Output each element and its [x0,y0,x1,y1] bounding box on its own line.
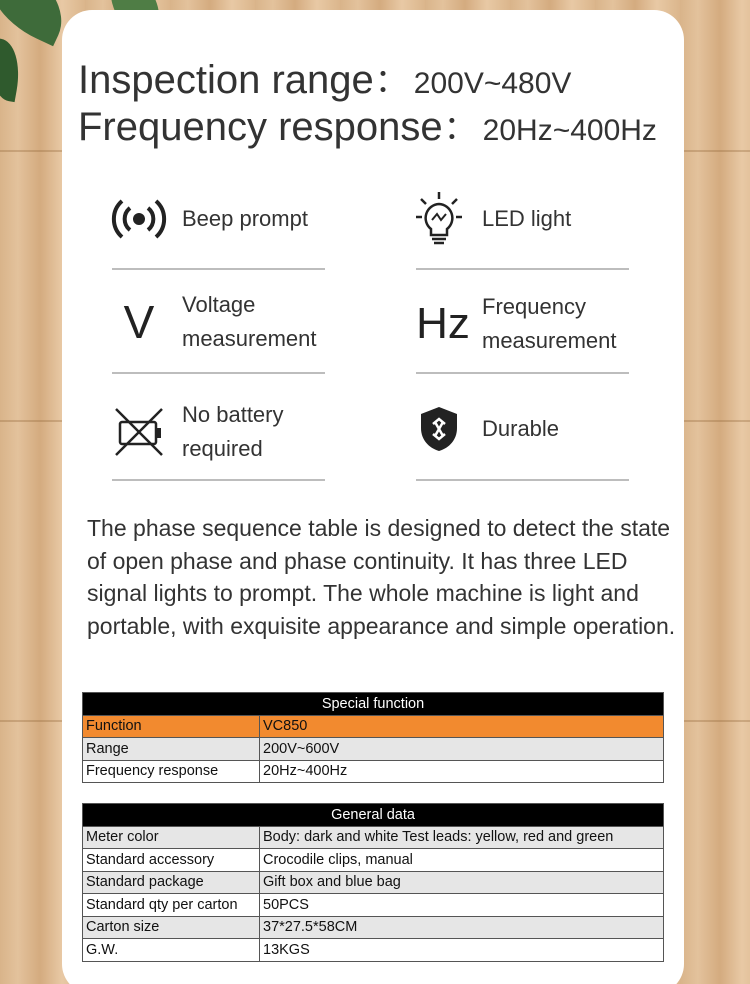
table-key: Frequency response [83,760,260,783]
table-row [83,715,664,738]
feature-beep-prompt [110,190,308,248]
table-value: Gift box and blue bag [260,871,664,894]
frequency-response-line [78,95,657,152]
table-header-row [83,804,664,827]
no-battery-icon [110,403,168,461]
table-row [83,826,664,849]
inspection-range-value: 200V~480V [413,67,572,100]
feature-label: Durable [482,416,560,441]
leaf-decoration [0,38,25,102]
beep-signal-icon [110,190,168,248]
table-header-row [83,693,664,716]
table-value: 200V~600V [260,738,664,761]
feature-led-light [410,190,571,248]
divider [416,268,629,270]
frequency-response-value: 20Hz~400Hz [482,114,657,147]
table-value: 13KGS [260,939,664,962]
light-bulb-icon [410,190,468,248]
table-row [83,760,664,783]
divider [112,479,325,481]
table-key: G.W. [83,939,260,962]
general-data-table [82,803,664,962]
special-function-table [82,692,664,783]
table-row [83,738,664,761]
feature-frequency-measurement [410,290,652,358]
frequency-hz-glyph: Hz [416,299,470,348]
divider [112,268,325,270]
table-key: Carton size [83,916,260,939]
table-key: Standard package [83,871,260,894]
product-description: The phase sequence table is designed to detect the state of open phase and phase continuity. It has three LED signal lights to prompt. The whole machine is light and portable, with exquisite appearance and simple operation. [87,515,676,639]
table-value: 37*27.5*58CM [260,916,664,939]
shield-icon [410,400,468,458]
table-key: Standard qty per carton [83,894,260,917]
frequency-hz-icon [410,295,476,353]
divider [112,372,325,374]
table-title: Special function [83,693,664,716]
table-value: 20Hz~400Hz [260,760,664,783]
feature-durable [410,400,559,458]
divider [416,372,629,374]
table-value: Body: dark and white Test leads: yellow, red and green [260,826,664,849]
divider [416,479,629,481]
table-row [83,894,664,917]
table-row [83,871,664,894]
frequency-response-label: Frequency response： [78,105,483,149]
feature-label: Voltage measurement [182,292,317,351]
table-row [83,939,664,962]
voltage-v-icon: V [123,296,155,348]
table-key: Meter color [83,826,260,849]
table-key: Function [83,715,260,738]
table-row [83,916,664,939]
feature-label: Beep prompt [182,206,308,231]
inspection-range-label: Inspection range： [78,58,414,102]
feature-label: Frequency measurement [482,294,617,353]
feature-voltage-measurement [110,288,352,356]
table-title: General data [83,804,664,827]
table-key: Range [83,738,260,761]
feature-no-battery [110,398,322,466]
feature-label: LED light [482,206,572,231]
table-row [83,849,664,872]
feature-label: No battery required [182,402,284,461]
table-value: VC850 [260,715,664,738]
table-value: Crocodile clips, manual [260,849,664,872]
table-value: 50PCS [260,894,664,917]
table-key: Standard accessory [83,849,260,872]
